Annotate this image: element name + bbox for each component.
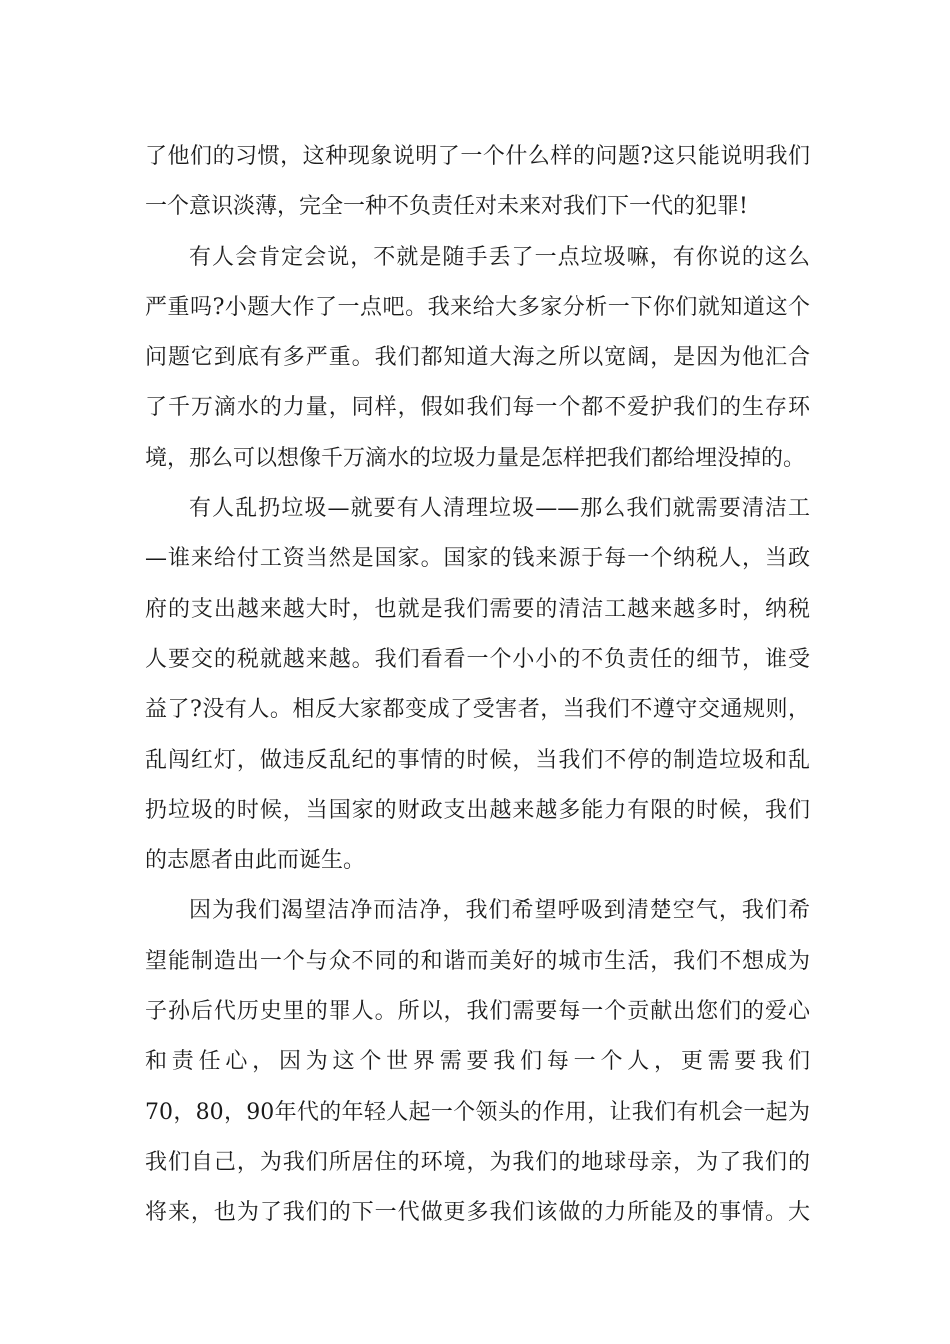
text-line: 益了?没有人。相反大家都变成了受害者，当我们不遵守交通规则， (145, 697, 810, 723)
text-line: 望能制造出一个与众不同的和谐而美好的城市生活，我们不想成为 (145, 948, 810, 974)
text-line: 将来，也为了我们的下一代做更多我们该做的力所能及的事情。大 (145, 1200, 810, 1226)
text-line: 70，80，90年代的年轻人起一个领头的作用，让我们有机会一起为 (145, 1099, 810, 1125)
text-line: 境，那么可以想像千万滴水的垃圾力量是怎样把我们都给埋没掉的。 (145, 445, 806, 471)
text-line: 因为我们渴望洁净而洁净，我们希望呼吸到清楚空气，我们希 (189, 898, 810, 924)
body-text (145, 132, 810, 1239)
text-line: 有人乱扔垃圾—就要有人清理垃圾——那么我们就需要清洁工 (189, 496, 810, 522)
text-line: 问题它到底有多严重。我们都知道大海之所以宽阔，是因为他汇合 (145, 345, 810, 371)
text-line: 府的支出越来越大时，也就是我们需要的清洁工越来越多时，纳税 (145, 596, 810, 622)
text-line: —谁来给付工资当然是国家。国家的钱来源于每一个纳税人，当政 (145, 546, 810, 572)
text-line: 我们自己，为我们所居住的环境，为我们的地球母亲，为了我们的 (145, 1149, 810, 1175)
text-line: 了他们的习惯，这种现象说明了一个什么样的问题?这只能说明我们 (145, 144, 810, 169)
text-line: 乱闯红灯，做违反乱纪的事情的时候，当我们不停的制造垃圾和乱 (145, 747, 810, 773)
text-line: 扔垃圾的时候，当国家的财政支出越来越多能力有限的时候，我们 (145, 797, 810, 823)
text-line: 有人会肯定会说，不就是随手丢了一点垃圾嘛，有你说的这么 (189, 244, 810, 270)
text-line: 一个意识淡薄，完全一种不负责任对未来对我们下一代的犯罪! (145, 194, 748, 220)
text-line: 了千万滴水的力量，同样，假如我们每一个都不爱护我们的生存环 (145, 395, 810, 421)
text-line: 人要交的税就越来越。我们看看一个小小的不负责任的细节，谁受 (145, 646, 810, 672)
text-line: 和责任心，因为这个世界需要我们每一个人，更需要我们 (145, 1049, 810, 1075)
text-line: 的志愿者由此而诞生。 (145, 848, 366, 874)
text-line: 子孙后代历史里的罪人。所以，我们需要每一个贡献出您们的爱心 (145, 999, 810, 1025)
text-line: 严重吗?小题大作了一点吧。我来给大多家分析一下你们就知道这个 (145, 294, 810, 320)
